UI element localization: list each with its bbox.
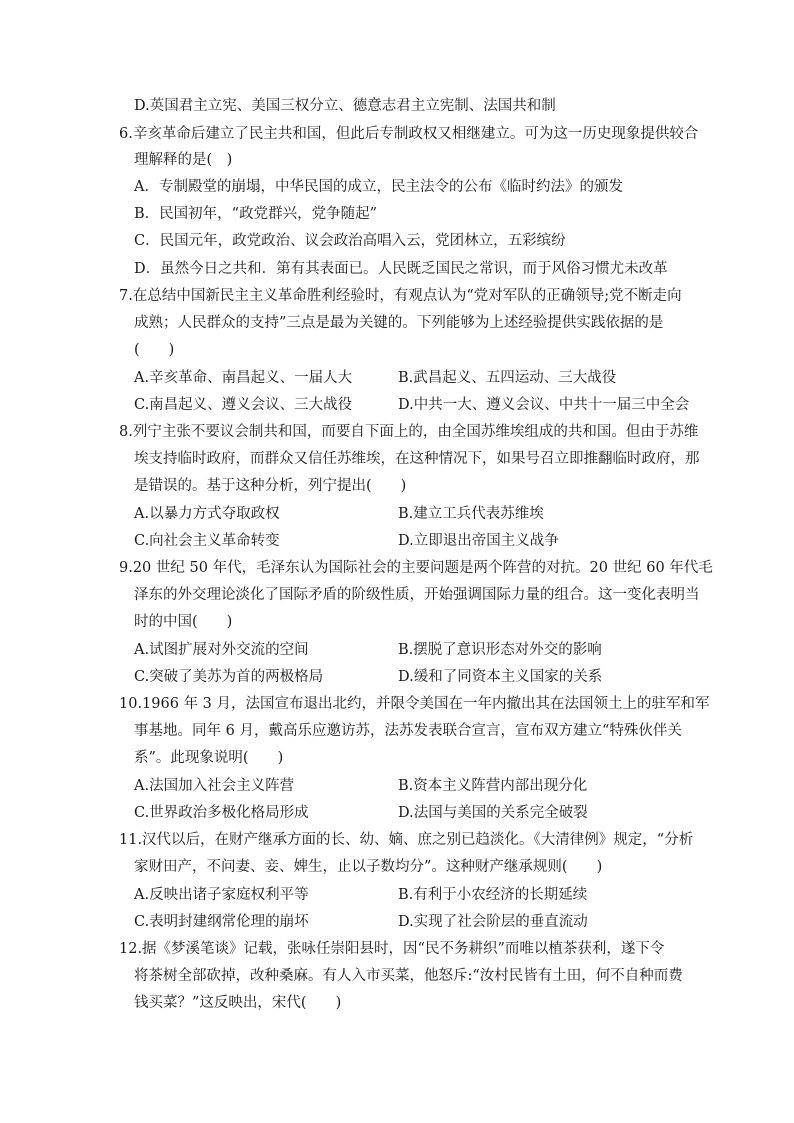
q7-option-d: D.中共一大、遵义会议、中共十一届三中全会 (398, 397, 690, 413)
q9-option-c: C.突破了美苏为首的两极格局 (134, 669, 324, 685)
q6-option-c: C．民国元年，政党政治、议会政治高唱入云，党团林立，五彩缤纷 (134, 233, 566, 249)
q10-option-b: B.资本主义阵营内部出现分化 (398, 778, 588, 794)
q7-stem-line1: 7.在总结中国新民主主义革命胜利经验时，有观点认为“党对军队的正确领导;党不断走向 (119, 288, 682, 304)
q9-option-b: B.摆脱了意识形态对外交的影响 (398, 642, 602, 658)
q6-option-a: A．专制殿堂的崩塌，中华民国的成立，民主法令的公布《临时约法》的颁发 (134, 179, 623, 195)
q9-stem-line2: 泽东的外交理论淡化了国际矛盾的阶级性质，开始强调国际力量的组合。这一变化表明当 (134, 587, 700, 603)
q6-stem-line1: 6.辛亥革命后建立了民主共和国，但此后专制政权又相继建立。可为这一历史现象提供较合 (119, 126, 699, 142)
q9-option-d: D.缓和了同资本主义国家的关系 (398, 669, 603, 685)
q11-option-b: B.有利于小农经济的长期延续 (398, 887, 588, 903)
q10-option-d: D.法国与美国的关系完全破裂 (398, 805, 588, 821)
q12-stem-line3: 钱买菜？”这反映出，宋代( ) (134, 995, 342, 1011)
q8-stem-line2: 埃支持临时政府，而群众又信任苏维埃，在这种情况下，如果号召立即推翻临时政府，那 (134, 451, 700, 467)
q8-option-c: C.向社会主义革命转变 (134, 533, 280, 549)
q10-option-a: A.法国加入社会主义阵营 (134, 778, 295, 794)
q6-option-b: B．民国初年，“政党群兴，党争随起” (134, 206, 377, 222)
q5-option-d: D.英国君主立宪、美国三权分立、德意志君主立宪制、法国共和制 (134, 98, 556, 114)
q10-stem-line2: 事基地。同年 6 月，戴高乐应邀访苏，法苏发表联合宣言，宣布双方建立“特殊伙伴关 (134, 723, 682, 739)
q6-stem-line2: 理解释的是( ) (134, 152, 233, 168)
q11-stem-line2: 家财田产，不问妻、妾、婢生，止以子数均分”。这种财产继承规则( ) (134, 859, 603, 875)
q12-stem-line2: 将茶树全部砍掉，改种桑麻。有人入市买菜，他怒斥:“汝村民皆有土田，何不自种而费 (134, 968, 683, 984)
q11-stem-line1: 11.汉代以后，在财产继承方面的长、幼、嫡、庶之别已趋淡化。《大清律例》规定，“分析 (119, 832, 694, 848)
q11-option-d: D.实现了社会阶层的垂直流动 (398, 914, 588, 930)
q8-option-d: D.立即退出帝国主义战争 (398, 533, 559, 549)
q10-stem-line3: 系”。此现象说明( ) (134, 750, 284, 766)
q7-option-c: C.南昌起义、遵义会议、三大战役 (134, 397, 353, 413)
q8-option-b: B.建立工兵代表苏维埃 (398, 506, 544, 522)
q9-stem-line3: 时的中国( ) (134, 614, 233, 630)
q7-option-b: B.武昌起义、五四运动、三大战役 (398, 370, 617, 386)
q11-option-c: C.表明封建纲常伦理的崩坏 (134, 914, 309, 930)
q7-stem-line3: ( ) (134, 342, 175, 358)
q12-stem-line1: 12.据《梦溪笔谈》记载，张咏任崇阳县时，因“民不务耕织”而唯以植茶获利，遂下令 (119, 941, 665, 957)
q7-option-a: A.辛亥革命、南昌起义、一届人大 (134, 370, 353, 386)
q10-stem-line1: 10.1966 年 3 月，法国宣布退出北约，并限令美国在一年内撤出其在法国领土上的驻军和军 (119, 696, 710, 712)
q6-option-d: D．虽然今日之共和．第有其表面已。人民既乏国民之常识，而于风俗习惯尤未改革 (134, 261, 668, 277)
q11-option-a: A.反映出诸子家庭权利平等 (134, 887, 309, 903)
q8-stem-line3: 是错误的。基于这种分析，列宁提出( ) (134, 478, 407, 494)
q8-option-a: A.以暴力方式夺取政权 (134, 506, 280, 522)
q7-stem-line2: 成熟；人民群众的支持”三点是最为关键的。下列能够为上述经验提供实践依据的是 (134, 315, 664, 331)
q8-stem-line1: 8.列宁主张不要议会制共和国，而要自下面上的，由全国苏维埃组成的共和国。但由于苏维 (119, 424, 699, 440)
q9-option-a: A.试图扩展对外交流的空间 (134, 642, 309, 658)
q10-option-c: C.世界政治多极化格局形成 (134, 805, 309, 821)
q9-stem-line1: 9.20 世纪 50 年代，毛泽东认为国际社会的主要问题是两个阵营的对抗。20 世纪 60 年代毛 (119, 560, 713, 576)
